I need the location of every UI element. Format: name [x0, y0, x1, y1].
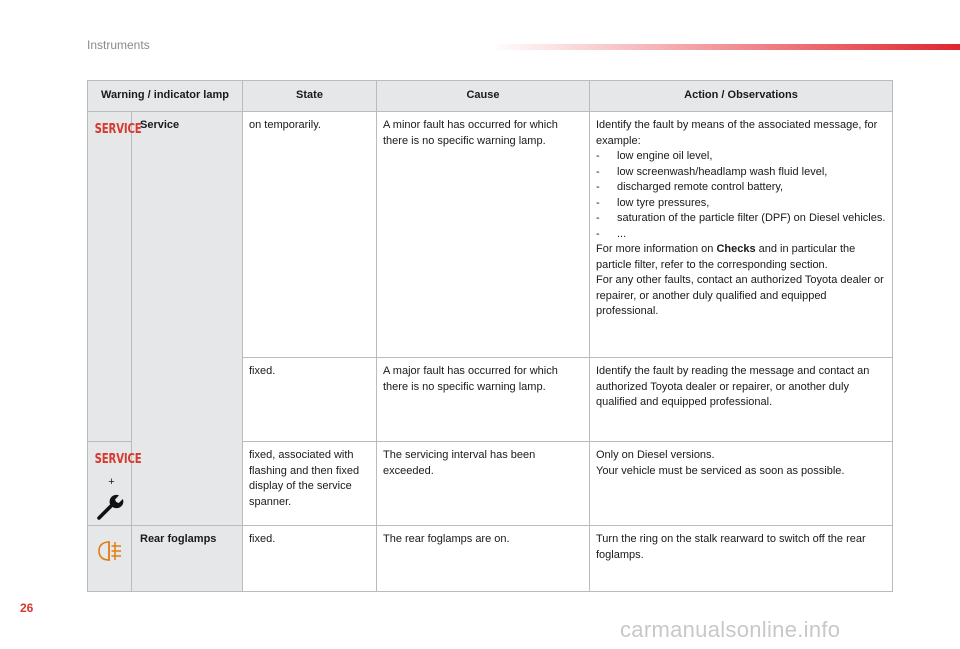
action-more-info: [596, 242, 886, 273]
header-cause: Cause: [377, 81, 590, 112]
service-warning-icon: SERVICE: [94, 452, 142, 467]
action-more-post: and in particular the particle filter, refer to the corresponding section.: [596, 243, 856, 271]
service-action-3: [590, 442, 893, 526]
section-title: Instruments: [87, 38, 150, 52]
list-item: - ...: [596, 227, 886, 243]
service-spanner-icon-cell: [88, 442, 142, 526]
rear-foglamp-icon: [95, 538, 125, 564]
list-item: - saturation of the particle filter (DPF) on Diesel vehicles.: [596, 211, 886, 227]
service-cause-1: A minor fault has occurred for which there is no specific warning lamp.: [377, 112, 590, 358]
header-accent-bar: [490, 44, 960, 50]
table-row: [88, 526, 893, 592]
service-state-3: fixed, associated with flashing and then fixed display of the service spanner.: [243, 442, 377, 526]
service-state-2: fixed.: [243, 358, 377, 442]
list-item: - low screenwash/headlamp wash fluid level,: [596, 165, 886, 181]
service-lamp-name: [132, 112, 243, 526]
foglamp-label: Rear foglamps: [140, 533, 217, 545]
foglamp-action: Turn the ring on the stalk rearward to switch off the rear foglamps.: [590, 526, 893, 592]
list-item: - discharged remote control battery,: [596, 180, 886, 196]
foglamp-cause: The rear foglamps are on.: [377, 526, 590, 592]
warning-lamp-table: [87, 80, 893, 592]
list-item: - low tyre pressures,: [596, 196, 886, 212]
checks-reference: Checks: [716, 243, 756, 255]
service-soon-note: Your vehicle must be serviced as soon as possible.: [596, 464, 845, 477]
service-icon-cell: [88, 112, 142, 442]
service-cause-3: The servicing interval has been exceeded.: [377, 442, 590, 526]
service-state-1: on temporarily.: [243, 112, 377, 358]
page-number: 26: [20, 601, 34, 615]
action-intro: Identify the fault by means of the associated message, for example:: [596, 119, 878, 147]
foglamp-state: fixed.: [243, 526, 377, 592]
service-action-1: [590, 112, 893, 358]
action-more-pre: For more information on: [596, 243, 717, 255]
diesel-note: Only on Diesel versions.: [596, 449, 715, 461]
action-other-faults: For any other faults, contact an authorized Toyota dealer or repairer, or another duly qualified and equipped professional.: [596, 274, 884, 317]
list-item: - low engine oil level,: [596, 149, 886, 165]
wrench-icon: [95, 492, 125, 522]
fault-list: [596, 149, 886, 242]
service-cause-2: A major fault has occurred for which there is no specific warning lamp.: [377, 358, 590, 442]
service-action-2: Identify the fault by reading the message and contact an authorized Toyota dealer or repairer, or another duly qualified and equipped professional.: [590, 358, 893, 442]
table-row: [88, 112, 893, 358]
header-warning-lamp: Warning / indicator lamp: [88, 81, 243, 112]
service-warning-icon: SERVICE: [94, 122, 142, 137]
header-action: Action / Observations: [590, 81, 893, 112]
header-state: State: [243, 81, 377, 112]
service-label: Service: [140, 119, 180, 131]
table-header-row: [88, 81, 893, 112]
plus-sign: +: [108, 475, 115, 488]
foglamp-lamp-name: [132, 526, 243, 592]
foglamp-icon-cell: [88, 526, 132, 592]
watermark: carmanualsonline.info: [620, 617, 841, 642]
